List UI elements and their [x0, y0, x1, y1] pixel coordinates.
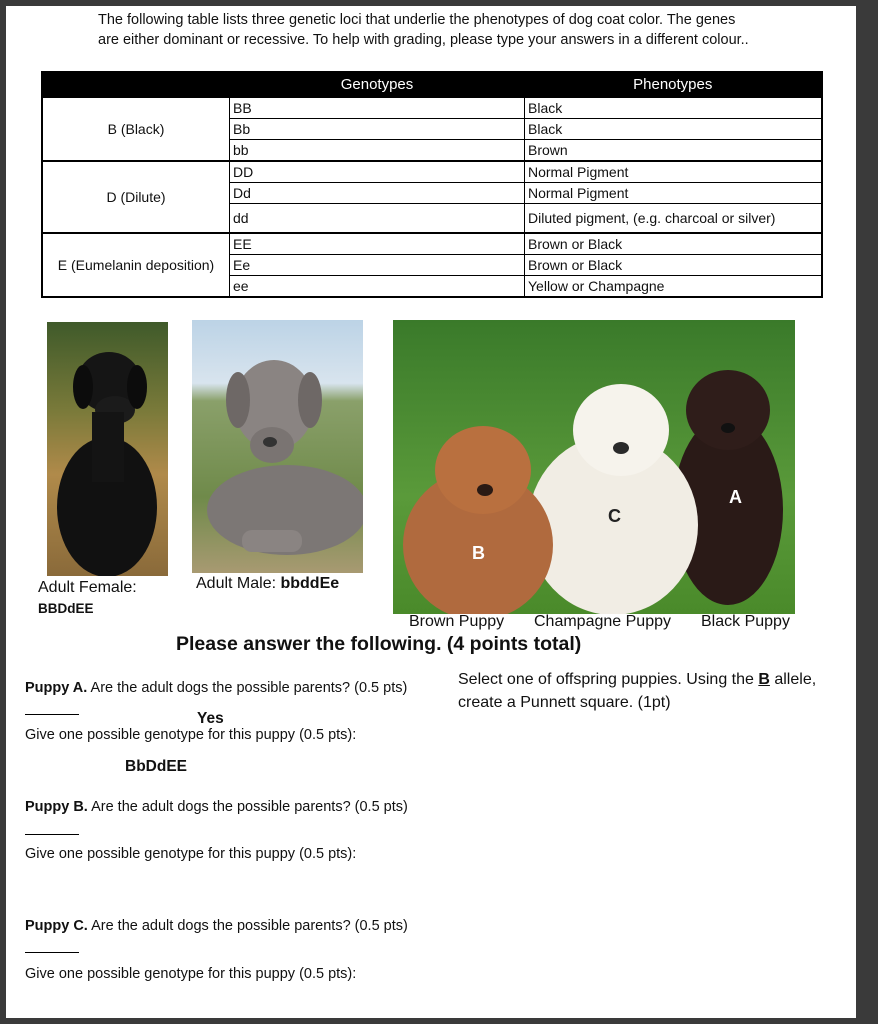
genotype-table: [41, 71, 823, 298]
silver-dog-drawing: [192, 320, 363, 573]
adult-female-label: Adult Female:: [38, 579, 137, 596]
genotype-cell: dd: [230, 204, 525, 234]
genotype-cell: EE: [230, 233, 525, 255]
adult-male-genotype: bbddEe: [280, 575, 340, 592]
header-phenotypes: Phenotypes: [525, 72, 823, 97]
header-genotypes: Genotypes: [230, 72, 525, 97]
black-dog-drawing: [47, 322, 168, 576]
locus-e: E (Eumelanin deposition): [42, 233, 230, 297]
puppy-c-genotype-prompt: Give one possible genotype for this puppy (0.5 pts):: [25, 966, 357, 982]
puppy-c-answer-line[interactable]: [25, 952, 79, 953]
caption-champagne-puppy: Champagne Puppy: [534, 613, 671, 630]
puppy-a-letter: A: [729, 487, 742, 507]
adult-female-photo: [47, 322, 168, 576]
genotype-cell: Ee: [230, 255, 525, 276]
worksheet-page: [6, 6, 856, 1018]
puppy-a-genotype-answer[interactable]: BbDdEE: [125, 758, 187, 775]
adult-male-label: [196, 575, 339, 593]
puppy-a-answer-line[interactable]: [25, 714, 79, 715]
puppy-a-genotype-prompt: Give one possible genotype for this puppy (0.5 pts):: [25, 727, 357, 743]
header-blank: [42, 72, 230, 97]
genotype-cell: DD: [230, 161, 525, 183]
adult-male-label-text: Adult Male:: [196, 575, 281, 592]
puppy-b-answer-line[interactable]: [25, 834, 79, 835]
puppy-a-answer[interactable]: Yes: [197, 710, 224, 727]
puppy-c-text: Are the adult dogs the possible parents? (0.5 pts): [87, 918, 408, 934]
punnett-question: [458, 668, 818, 714]
phenotype-cell: Black: [525, 119, 823, 140]
caption-black-puppy: Black Puppy: [701, 613, 790, 630]
puppy-c-bold: Puppy C.: [25, 918, 88, 934]
phenotype-cell: Brown or Black: [525, 233, 823, 255]
phenotype-cell: Diluted pigment, (e.g. charcoal or silver): [525, 204, 823, 234]
puppies-drawing: [393, 320, 795, 614]
questions-heading: Please answer the following. (4 points total): [176, 633, 582, 655]
intro-text: The following table lists three genetic loci that underlie the phenotypes of dog coat color. The genes are either dominant or recessive. To help with grading, please type your answers in a different colour..: [98, 12, 749, 48]
punnett-allele: B: [758, 671, 770, 688]
phenotype-cell: Black: [525, 97, 823, 119]
puppy-a-bold: Puppy A.: [25, 680, 88, 696]
genotype-cell: ee: [230, 276, 525, 298]
question-puppy-c: [25, 918, 408, 934]
adult-male-photo: [192, 320, 363, 573]
punnett-pre: Select one of offspring puppies. Using the: [458, 671, 759, 688]
genotype-cell: bb: [230, 140, 525, 162]
phenotype-cell: Brown: [525, 140, 823, 162]
phenotype-cell: Yellow or Champagne: [525, 276, 823, 298]
puppy-b-genotype-prompt: Give one possible genotype for this puppy (0.5 pts):: [25, 846, 357, 862]
puppy-b-text: Are the adult dogs the possible parents? (0.5 pts): [87, 799, 408, 815]
phenotype-cell: Brown or Black: [525, 255, 823, 276]
adult-female-genotype: BBDdEE: [38, 601, 94, 616]
puppy-b-letter: B: [472, 543, 485, 563]
caption-brown-puppy: Brown Puppy: [409, 613, 505, 630]
genotype-cell: Dd: [230, 183, 525, 204]
phenotype-cell: Normal Pigment: [525, 183, 823, 204]
question-puppy-a: [25, 680, 407, 696]
puppy-b-bold: Puppy B.: [25, 799, 88, 815]
puppies-photo: [393, 320, 795, 614]
locus-b: B (Black): [42, 97, 230, 161]
genotype-cell: Bb: [230, 119, 525, 140]
puppy-c-letter: C: [608, 506, 621, 526]
phenotype-cell: Normal Pigment: [525, 161, 823, 183]
puppy-a-text: Are the adult dogs the possible parents? (0.5 pts): [87, 680, 408, 696]
punnett-post: allele, create a Punnett square. (1pt): [458, 671, 817, 711]
locus-d: D (Dilute): [42, 161, 230, 233]
question-puppy-b: [25, 799, 408, 815]
genotype-cell: BB: [230, 97, 525, 119]
